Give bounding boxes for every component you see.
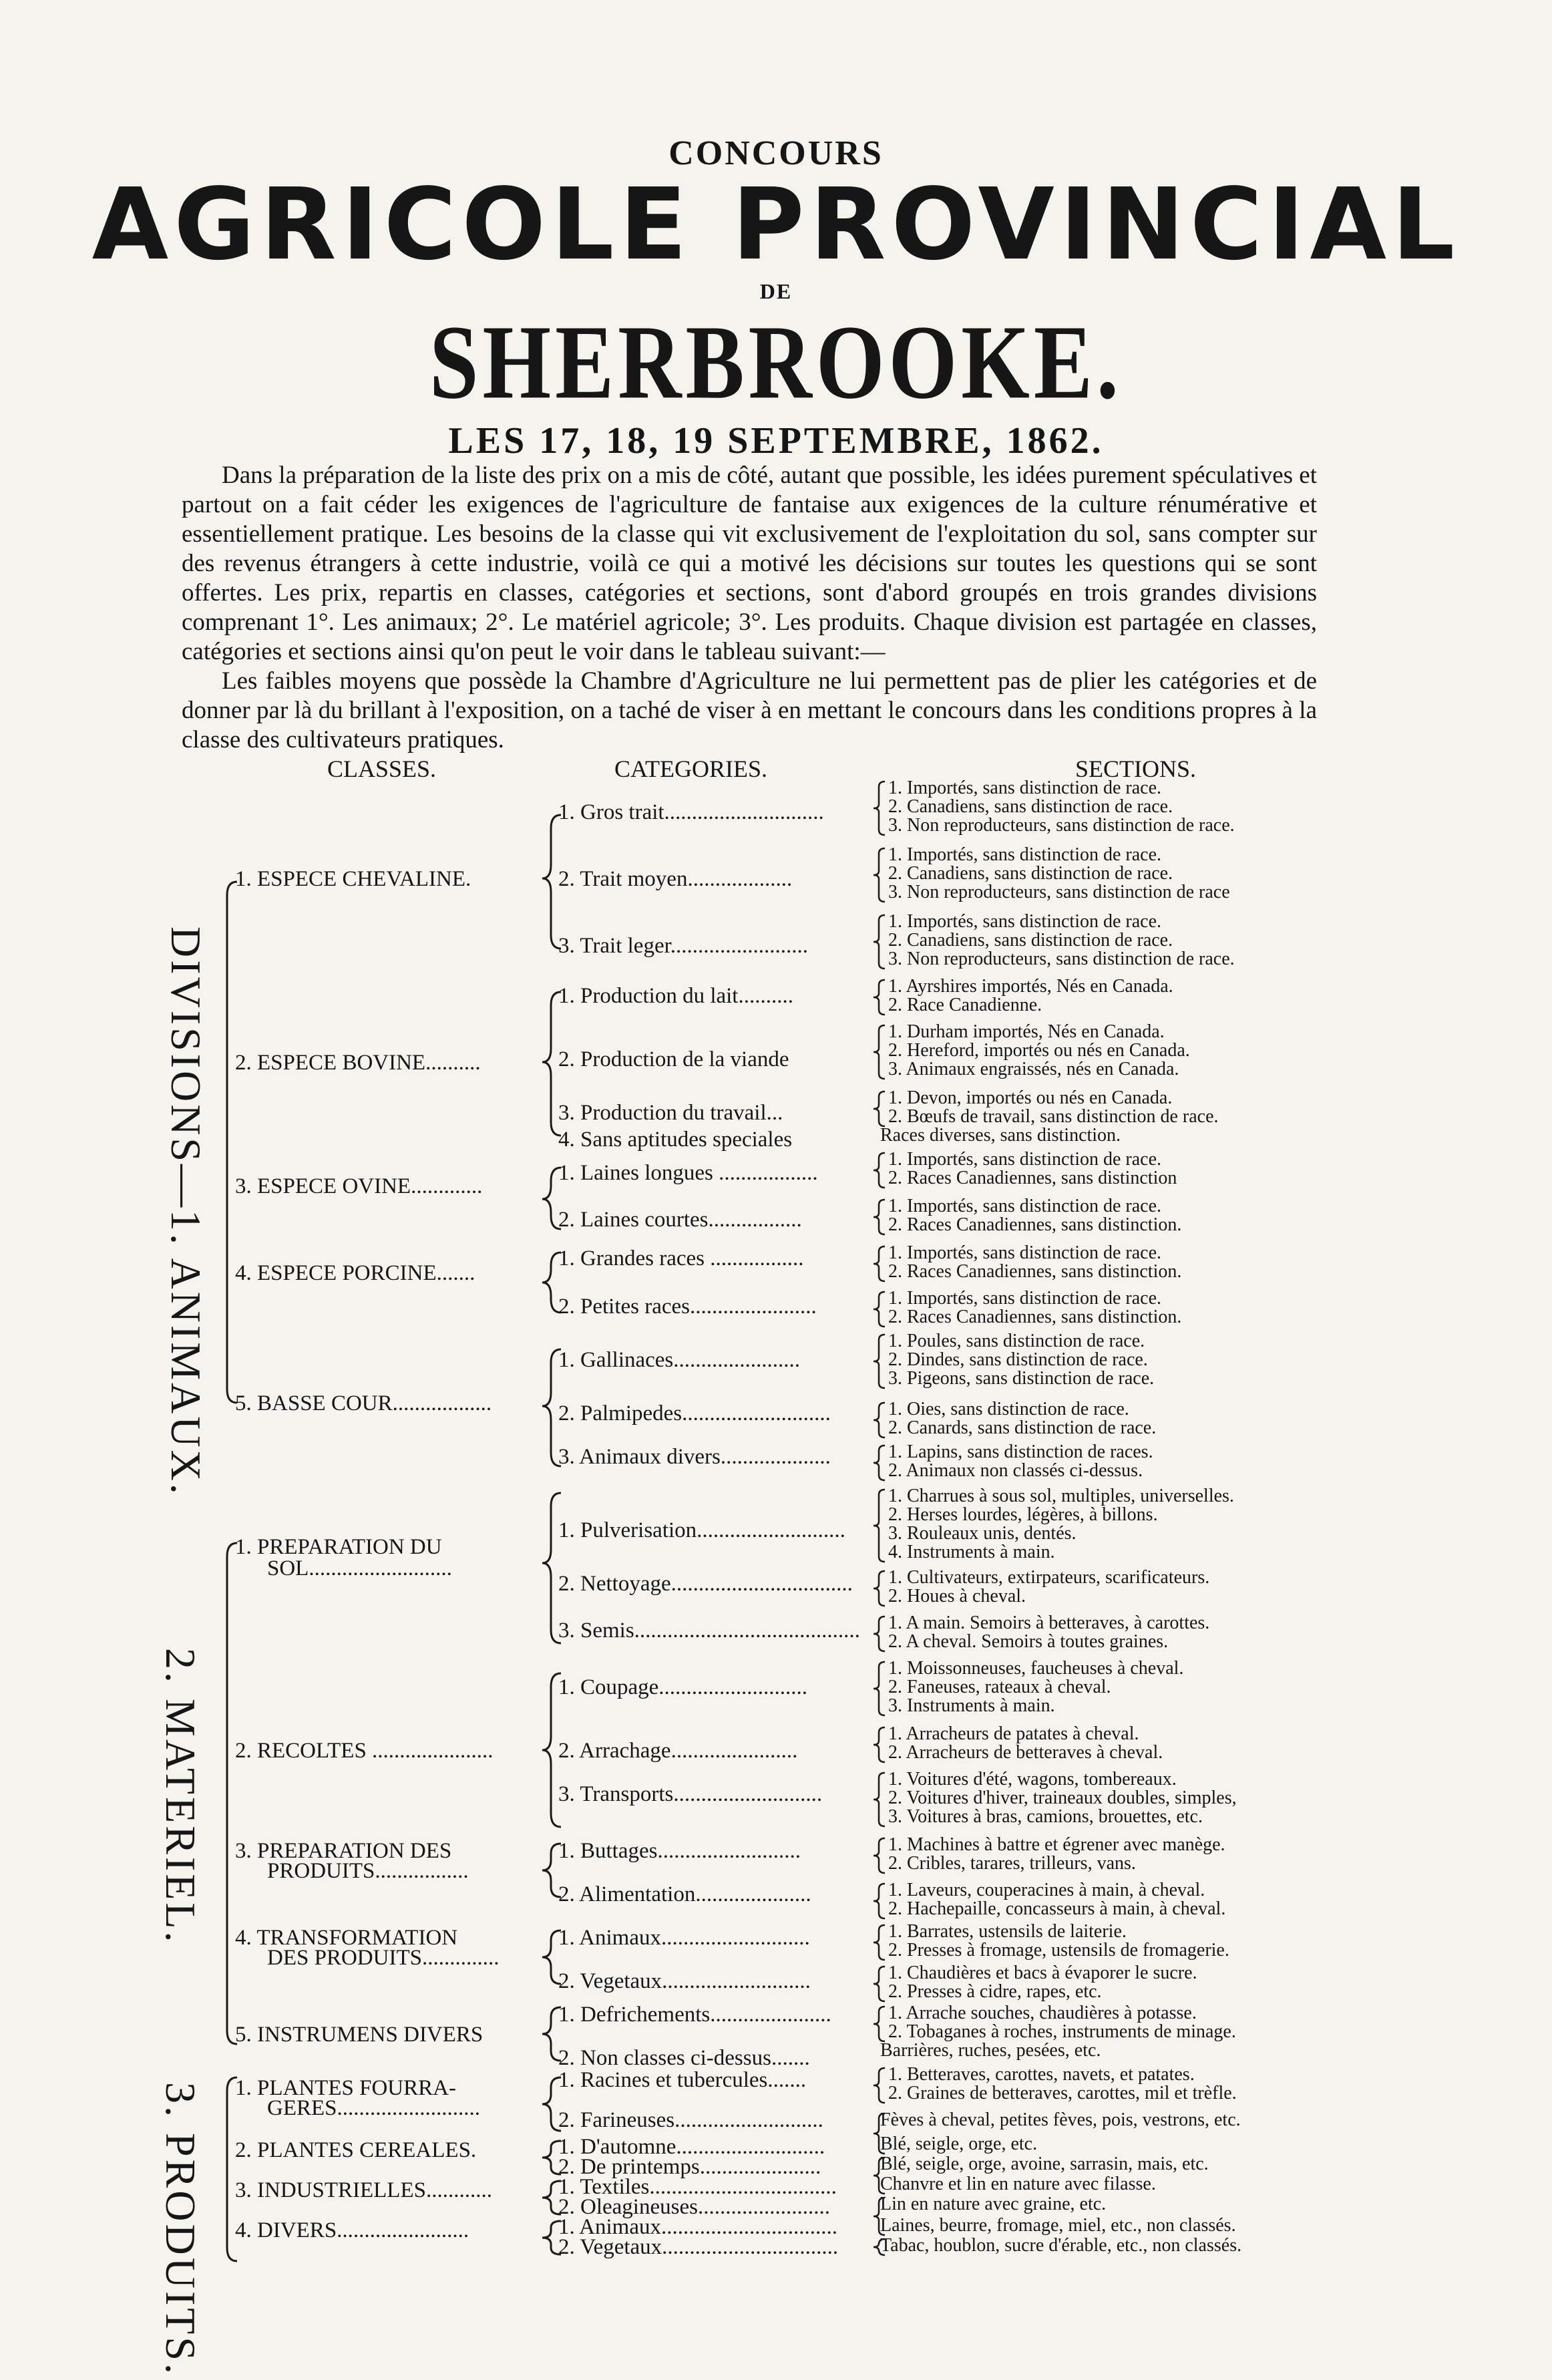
section-brace bbox=[874, 1571, 885, 1606]
section-brace bbox=[874, 1773, 885, 1826]
section-label: 1. Chaudières et bacs à évaporer le sucre. bbox=[888, 1963, 1197, 1983]
section-brace bbox=[874, 1292, 885, 1327]
category-label: 1. Coupage........................... bbox=[558, 1675, 808, 1699]
section-label: 1. Machines à battre et égrener avec manège. bbox=[888, 1834, 1225, 1855]
category-label: 1. Racines et tubercules....... bbox=[558, 2068, 807, 2092]
category-label: 1. Grandes races ................. bbox=[558, 1246, 804, 1270]
section-brace bbox=[874, 1200, 885, 1234]
concours-heading: CONCOURS bbox=[668, 134, 884, 172]
category-label: 1. Gallinaces....................... bbox=[558, 1348, 801, 1372]
section-brace bbox=[874, 1617, 885, 1651]
section-label: Barrières, ruches, pesées, etc. bbox=[880, 2040, 1101, 2061]
category-label: 2. Alimentation..................... bbox=[558, 1882, 811, 1906]
class-label: 3. ESPECE OVINE............. bbox=[235, 1174, 483, 1198]
class-label: PRODUITS................. bbox=[267, 1859, 469, 1883]
header-categories: CATEGORIES. bbox=[614, 755, 768, 782]
category-label: 2. Petites races....................... bbox=[558, 1295, 817, 1319]
class-label: 1. PLANTES FOURRA- bbox=[235, 2076, 456, 2100]
section-label: 1. Laveurs, couperacines à main, à cheval. bbox=[888, 1880, 1205, 1900]
section-brace bbox=[874, 1925, 885, 1960]
section-brace bbox=[874, 1884, 885, 1918]
section-label: 2. A cheval. Semoirs à toutes graines. bbox=[888, 1631, 1169, 1652]
section-label: 1. Betteraves, carottes, navets, et patates. bbox=[888, 2064, 1195, 2085]
section-label: 2. Presses à fromage, ustensils de fromagerie. bbox=[888, 1940, 1229, 1961]
category-label: 2. De printemps...................... bbox=[558, 2155, 821, 2179]
section-label: 1. Lapins, sans distinction de races. bbox=[888, 1441, 1153, 1462]
section-label: 1. Devon, importés ou nés en Canada. bbox=[888, 1087, 1173, 1108]
header-classes: CLASSES. bbox=[327, 755, 437, 782]
category-label: 1. Laines longues .................. bbox=[558, 1161, 818, 1185]
section-label: Laines, beurre, fromage, miel, etc., non classés. bbox=[880, 2215, 1236, 2236]
class-label: 5. BASSE COUR.................. bbox=[235, 1391, 492, 1415]
section-label: 1. Ayrshires importés, Nés en Canada. bbox=[888, 976, 1173, 997]
category-label: 2. Arrachage....................... bbox=[558, 1739, 798, 1763]
section-label: 2. Graines de betteraves, carottes, mil et trèfle. bbox=[888, 2083, 1237, 2103]
category-label: 1. Animaux........................... bbox=[558, 1926, 810, 1950]
section-label: 1. Barrates, ustensils de laiterie. bbox=[888, 1921, 1127, 1942]
category-label: 3. Animaux divers.................... bbox=[558, 1445, 831, 1469]
category-label: 1. Defrichements...................... bbox=[558, 2003, 831, 2027]
category-label: 3. Trait leger......................... bbox=[558, 934, 809, 958]
category-label: 2. Production de la viande bbox=[558, 1047, 789, 1071]
category-label: 1. Gros trait............................. bbox=[558, 800, 824, 824]
section-label: 2. Bœufs de travail, sans distinction de race. bbox=[888, 1106, 1219, 1127]
category-label: 2. Oleagineuses........................ bbox=[558, 2195, 830, 2219]
class-label: 3. INDUSTRIELLES............ bbox=[235, 2178, 492, 2202]
section-label: Lin en nature avec graine, etc. bbox=[880, 2194, 1107, 2214]
category-label: 2. Laines courtes................. bbox=[558, 1208, 802, 1232]
brace-division-1 bbox=[227, 882, 237, 1403]
section-label: 3. Non reproducteurs, sans distinction de race. bbox=[888, 949, 1235, 969]
category-label: 2. Trait moyen................... bbox=[558, 867, 793, 891]
category-label: 3. Semis......................................... bbox=[558, 1619, 860, 1643]
section-label: 2. Animaux non classés ci-dessus. bbox=[888, 1460, 1143, 1481]
section-brace bbox=[874, 1490, 885, 1562]
section-label: 2. Dindes, sans distinction de race. bbox=[888, 1349, 1148, 1370]
class-label: SOL.......................... bbox=[267, 1556, 452, 1580]
category-label: 1. D'automne........................... bbox=[558, 2135, 825, 2159]
section-brace bbox=[874, 1246, 885, 1281]
section-label: 1. Poules, sans distinction de race. bbox=[888, 1331, 1145, 1351]
category-label: 1. Textiles.................................. bbox=[558, 2175, 837, 2199]
section-label: 2. Canadiens, sans distinction de race. bbox=[888, 796, 1173, 817]
section-label: 1. Charrues à sous sol, multiples, universelles. bbox=[888, 1486, 1234, 1506]
section-label: 1. Oies, sans distinction de race. bbox=[888, 1399, 1129, 1419]
class-label: 1. ESPECE CHEVALINE. bbox=[235, 867, 471, 891]
class-label: 4. ESPECE PORCINE....... bbox=[235, 1261, 475, 1285]
section-brace bbox=[874, 2007, 885, 2041]
section-brace bbox=[874, 1025, 885, 1079]
section-label: 2. Canadiens, sans distinction de race. bbox=[888, 863, 1173, 884]
section-brace bbox=[874, 1727, 885, 1762]
intro-paragraph-1: Dans la préparation de la liste des prix on a mis de côté, autant que possible, les idées purement spéculatives et partout on a fait céder les exigences de l'agriculture de fantaise aux exigences de la culture rénumérative et essentiellement pratique. Les besoins de la classe qui vit exclusivement de l'exploitation du sol, sans compter sur des revenus étrangers à cette industrie, voilà ce qui a motivé les décisions sur toutes les questions qui se sont offertes. Les prix, repartis en classes, catégories et sections, sont d'abord groupés en trois grandes divisions comprenant 1°. Les animaux; 2°. Le matériel agricole; 3°. Les produits. Chaque division est partagée en classes, catégories et sections ainsi qu'on peut le voir dans le tableau suivant:— bbox=[182, 462, 1317, 665]
section-label: 1. Voitures d'été, wagons, tombereaux. bbox=[888, 1769, 1177, 1790]
class-label: 3. PREPARATION DES bbox=[235, 1839, 452, 1863]
section-brace bbox=[874, 915, 885, 969]
section-label: 1. Arrache souches, chaudières à potasse. bbox=[888, 2003, 1197, 2023]
section-label: 3. Pigeons, sans distinction de race. bbox=[888, 1368, 1155, 1389]
header-sections: SECTIONS. bbox=[1075, 755, 1197, 782]
section-brace bbox=[874, 1091, 885, 1126]
section-label: Blé, seigle, orge, avoine, sarrasin, mais, etc. bbox=[880, 2154, 1209, 2174]
category-label: 2. Vegetaux................................ bbox=[558, 2235, 839, 2259]
section-label: 3. Rouleaux unis, dentés. bbox=[888, 1523, 1077, 1544]
category-label: 1. Pulverisation........................... bbox=[558, 1518, 845, 1542]
category-label: 1. Animaux................................ bbox=[558, 2215, 837, 2239]
section-label: 2. Hachepaille, concasseurs à main, à cheval. bbox=[888, 1898, 1226, 1919]
section-label: 2. Faneuses, rateaux à cheval. bbox=[888, 1677, 1111, 1697]
section-brace bbox=[874, 1335, 885, 1388]
section-label: 2. Races Canadiennes, sans distinction bbox=[888, 1168, 1177, 1188]
section-label: 2. Cribles, tarares, trilleurs, vans. bbox=[888, 1853, 1136, 1874]
category-label: 2. Palmipedes........................... bbox=[558, 1401, 831, 1425]
section-label: 1. Moissonneuses, faucheuses à cheval. bbox=[888, 1658, 1184, 1679]
section-label: 1. Importés, sans distinction de race. bbox=[888, 844, 1162, 865]
section-label: 2. Races Canadiennes, sans distinction. bbox=[888, 1214, 1182, 1235]
section-brace bbox=[874, 1153, 885, 1188]
section-label: 2. Voitures d'hiver, traineaux doubles, simples, bbox=[888, 1788, 1237, 1808]
section-label: 1. Arracheurs de patates à cheval. bbox=[888, 1723, 1139, 1744]
section-label: 3. Animaux engraissés, nés en Canada. bbox=[888, 1059, 1179, 1079]
section-label: 1. Importés, sans distinction de race. bbox=[888, 911, 1162, 932]
section-label: 2. Tobaganes à roches, instruments de minage. bbox=[888, 2021, 1236, 2042]
section-brace bbox=[874, 848, 885, 902]
class-label: 2. RECOLTES ...................... bbox=[235, 1739, 494, 1763]
class-label: 4. DIVERS........................ bbox=[235, 2218, 469, 2242]
category-label: 2. Nettoyage................................. bbox=[558, 1572, 853, 1596]
category-label: 4. Sans aptitudes speciales bbox=[558, 1128, 793, 1152]
class-label: 2. PLANTES CEREALES. bbox=[235, 2138, 477, 2162]
section-label: 4. Instruments à main. bbox=[888, 1542, 1055, 1562]
section-label: 2. Races Canadiennes, sans distinction. bbox=[888, 1261, 1182, 1282]
section-brace bbox=[874, 1662, 885, 1715]
section-label: 1. Importés, sans distinction de race. bbox=[888, 778, 1162, 798]
class-label: 4. TRANSFORMATION bbox=[235, 1926, 458, 1950]
section-brace bbox=[874, 1403, 885, 1437]
category-label: 2. Vegetaux........................... bbox=[558, 1969, 811, 1993]
category-label: 2. Farineuses........................... bbox=[558, 2108, 823, 2132]
section-brace bbox=[874, 1967, 885, 2001]
section-label: 2. Houes à cheval. bbox=[888, 1586, 1026, 1606]
section-label: 2. Arracheurs de betteraves à cheval. bbox=[888, 1742, 1163, 1763]
section-brace bbox=[874, 1446, 885, 1480]
class-label: 5. INSTRUMENS DIVERS bbox=[235, 2023, 483, 2047]
category-label: 3. Production du travail... bbox=[558, 1101, 783, 1125]
section-label: 1. Importés, sans distinction de race. bbox=[888, 1149, 1162, 1170]
section-label: 2. Hereford, importés ou nés en Canada. bbox=[888, 1040, 1190, 1061]
section-label: 2. Canadiens, sans distinction de race. bbox=[888, 930, 1173, 951]
class-label: 2. ESPECE BOVINE.......... bbox=[235, 1051, 481, 1075]
section-label: 3. Instruments à main. bbox=[888, 1695, 1055, 1716]
section-label: 1. Importés, sans distinction de race. bbox=[888, 1288, 1162, 1309]
section-label: 2. Races Canadiennes, sans distinction. bbox=[888, 1307, 1182, 1327]
class-label: DES PRODUITS.............. bbox=[267, 1946, 500, 1970]
section-label: Tabac, houblon, sucre d'érable, etc., non classés. bbox=[880, 2235, 1242, 2256]
section-label: 2. Herses lourdes, légères, à billons. bbox=[888, 1504, 1158, 1525]
intro-paragraph-2: Les faibles moyens que possède la Chambre d'Agriculture ne lui permettent pas de plier les catégories et de donner par là du brillant à l'exposition, on a taché de viser à en mettant le concours dans les conditions propres à la classe des cultivateurs pratiques. bbox=[182, 667, 1317, 753]
category-label: 1. Buttages.......................... bbox=[558, 1839, 801, 1863]
section-label: 3. Non reproducteurs, sans distinction de race bbox=[888, 882, 1230, 902]
class-label: 1. PREPARATION DU bbox=[235, 1535, 442, 1559]
section-brace bbox=[874, 782, 885, 835]
de-heading: DE bbox=[759, 279, 793, 303]
division-label-produits: 3. PRODUITS. bbox=[157, 2082, 204, 2377]
section-brace bbox=[874, 2068, 885, 2103]
section-label: Fèves à cheval, petites fèves, pois, vestrons, etc. bbox=[880, 2109, 1241, 2130]
category-label: 2. Non classes ci-dessus....... bbox=[558, 2046, 810, 2070]
section-label: Blé, seigle, orge, etc. bbox=[880, 2134, 1038, 2154]
class-label: GERES.......................... bbox=[267, 2096, 481, 2120]
section-label: 1. Durham importés, Nés en Canada. bbox=[888, 1021, 1165, 1042]
section-label: 2. Race Canadienne. bbox=[888, 995, 1042, 1015]
section-label: 1. A main. Semoirs à betteraves, à carottes. bbox=[888, 1612, 1210, 1633]
section-label: 1. Importés, sans distinction de race. bbox=[888, 1242, 1162, 1263]
brace-division-2 bbox=[227, 1543, 237, 2044]
category-label: 1. Production du lait.......... bbox=[558, 984, 793, 1008]
section-label: 1. Cultivateurs, extirpateurs, scarificateurs. bbox=[888, 1567, 1210, 1588]
section-label: 3. Voitures à bras, camions, brouettes, etc. bbox=[888, 1806, 1203, 1827]
division-label-materiel: 2. MATERIEL. bbox=[157, 1648, 204, 1945]
section-brace bbox=[874, 1838, 885, 1873]
section-label: 2. Canards, sans distinction de race. bbox=[888, 1417, 1157, 1438]
division-label-animaux: DIVISIONS—1. ANIMAUX. bbox=[162, 926, 210, 1497]
section-label: 1. Importés, sans distinction de race. bbox=[888, 1196, 1162, 1216]
category-label: 3. Transports........................... bbox=[558, 1782, 823, 1806]
section-label: Chanvre et lin en nature avec filasse. bbox=[880, 2174, 1156, 2194]
section-label: 3. Non reproducteurs, sans distinction de race. bbox=[888, 815, 1235, 836]
city-title: SHERBROOKE. bbox=[429, 303, 1123, 421]
section-brace bbox=[874, 980, 885, 1015]
section-label: 2. Presses à cidre, rapes, etc. bbox=[888, 1981, 1102, 2002]
section-braces bbox=[874, 782, 885, 2255]
section-label: Races diverses, sans distinction. bbox=[880, 1125, 1121, 1146]
dates-heading: LES 17, 18, 19 SEPTEMBRE, 1862. bbox=[448, 420, 1104, 462]
main-title: AGRICOLE PROVINCIAL bbox=[91, 167, 1461, 282]
